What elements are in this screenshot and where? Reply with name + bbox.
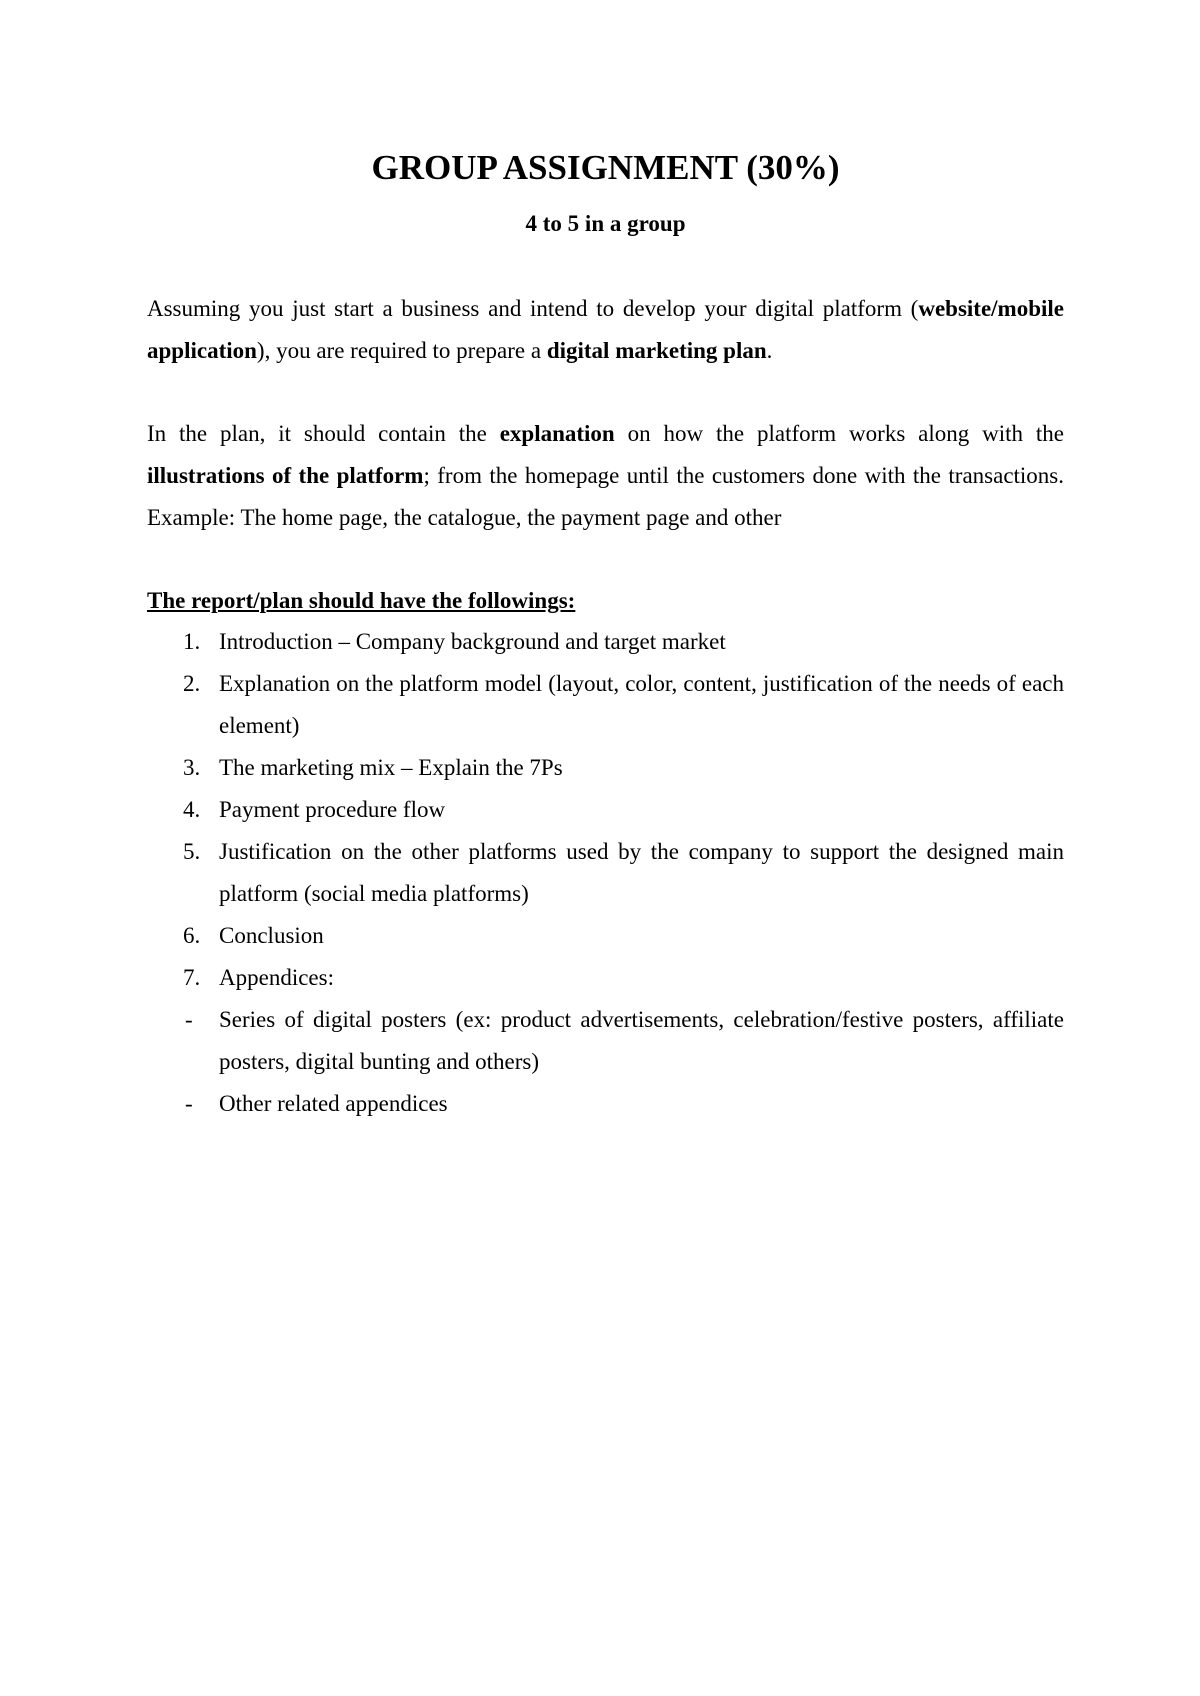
intro-bold-plan: digital marketing plan: [546, 338, 767, 363]
intro-text-2: ), you are required to prepare a: [256, 338, 547, 363]
intro-text-3: .: [766, 338, 773, 363]
list-marker: 6.: [183, 923, 201, 948]
intro-paragraph: [147, 288, 1064, 372]
list-item-text: Introduction – Company background and target market: [219, 629, 726, 654]
plan-bold-illustrations: illustrations of the platform: [147, 463, 424, 488]
list-marker: 7.: [183, 965, 201, 990]
list-item-text: Series of digital posters (ex: product advertisements, celebration/festive posters, affiliate posters, digital bunting and others): [219, 1007, 1064, 1074]
list-marker: 4.: [183, 797, 201, 822]
list-item: [147, 789, 1064, 831]
intro-bold-platform: website/mobile application: [147, 296, 1064, 363]
list-item-text: Payment procedure flow: [219, 797, 446, 822]
list-item: [147, 621, 1064, 663]
list-item: [147, 957, 1064, 999]
requirements-list: [147, 621, 1064, 1125]
list-item: [147, 663, 1064, 747]
list-item: [147, 831, 1064, 915]
list-marker: 1.: [183, 629, 201, 654]
plan-text-3: ; from the homepage until the customers done with the transactions. Example: The home page, the catalogue, the payment page and other: [147, 463, 1065, 530]
list-marker: 5.: [183, 839, 201, 864]
list-item: [147, 999, 1064, 1083]
list-marker: 2.: [183, 671, 201, 696]
plan-text-2: on how the platform works along with the: [614, 421, 1064, 446]
list-item-text: Explanation on the platform model (layout, color, content, justification of the needs of each element): [219, 671, 1064, 738]
list-marker: 3.: [183, 755, 201, 780]
list-item-text: The marketing mix – Explain the 7Ps: [219, 755, 563, 780]
plan-bold-explanation: explanation: [499, 421, 615, 446]
requirements-heading: The report/plan should have the followings:: [147, 588, 576, 613]
list-item: [147, 1083, 1064, 1125]
list-item-text: Other related appendices: [219, 1091, 448, 1116]
group-size-subtitle: 4 to 5 in a group: [525, 211, 686, 236]
intro-text-1: Assuming you just start a business and intend to develop your digital platform (: [147, 296, 919, 321]
list-item-text: Justification on the other platforms used by the company to support the designed main platform (social media platforms): [219, 839, 1064, 906]
document-title: GROUP ASSIGNMENT (30%): [371, 148, 840, 187]
plan-text-1: In the plan, it should contain the: [147, 421, 500, 446]
list-marker: -: [185, 1091, 193, 1116]
list-marker: -: [185, 1007, 193, 1032]
list-item-text: Appendices:: [219, 965, 334, 990]
list-item-text: Conclusion: [219, 923, 324, 948]
plan-paragraph: [147, 413, 1064, 539]
list-item: [147, 747, 1064, 789]
list-item: [147, 915, 1064, 957]
